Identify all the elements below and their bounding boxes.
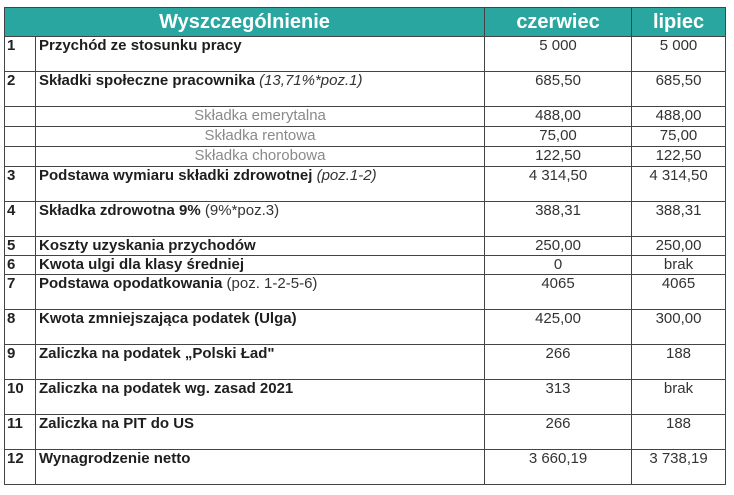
value-july: 4 314,50: [632, 167, 726, 202]
value-july: 300,00: [632, 310, 726, 345]
value-july: 122,50: [632, 147, 726, 167]
table-subrow: [5, 127, 726, 147]
header-cell-label: Wyszczególnienie: [5, 8, 485, 37]
value-july: 250,00: [632, 237, 726, 256]
row-number: [5, 147, 36, 167]
row-number: 10: [5, 380, 36, 415]
header-cell-june: czerwiec: [485, 8, 632, 37]
value-june: 4065: [485, 275, 632, 310]
row-note: (13,71%*poz.1): [259, 72, 363, 89]
value-july: brak: [632, 380, 726, 415]
value-june: 4 314,50: [485, 167, 632, 202]
value-june: 266: [485, 345, 632, 380]
value-july: 388,31: [632, 202, 726, 237]
table-row: [5, 202, 726, 237]
subrow-label: Składka rentowa: [36, 127, 485, 147]
value-june: 425,00: [485, 310, 632, 345]
row-label: Koszty uzyskania przychodów: [36, 237, 485, 256]
value-june: 266: [485, 415, 632, 450]
row-label: Wynagrodzenie netto: [36, 450, 485, 485]
row-note: (9%*poz.3): [204, 202, 280, 219]
table-row: [5, 37, 726, 72]
row-number: 7: [5, 275, 36, 310]
row-label: Podstawa wymiaru składki zdrowotnej (poz.1-2): [36, 167, 485, 202]
row-number: 2: [5, 72, 36, 107]
table-row: [5, 256, 726, 275]
subrow-label: Składka emerytalna: [36, 107, 485, 127]
table-subrow: [5, 147, 726, 167]
row-number: 4: [5, 202, 36, 237]
row-number: 5: [5, 237, 36, 256]
value-july: 488,00: [632, 107, 726, 127]
row-label: Zaliczka na podatek wg. zasad 2021: [36, 380, 485, 415]
table-row: [5, 380, 726, 415]
table-row: [5, 345, 726, 380]
row-number: 9: [5, 345, 36, 380]
value-july: 5 000: [632, 37, 726, 72]
value-july: 4065: [632, 275, 726, 310]
row-label: Składki społeczne pracownika (13,71%*poz.1): [36, 72, 485, 107]
value-june: 250,00: [485, 237, 632, 256]
table-row: [5, 72, 726, 107]
row-number: 8: [5, 310, 36, 345]
value-june: 122,50: [485, 147, 632, 167]
value-july: 188: [632, 345, 726, 380]
table-subrow: [5, 107, 726, 127]
value-june: 488,00: [485, 107, 632, 127]
row-number: 6: [5, 256, 36, 275]
row-number: [5, 107, 36, 127]
payroll-comparison-table: [4, 7, 726, 485]
row-number: 1: [5, 37, 36, 72]
row-note: (poz. 1-2-5-6): [226, 275, 318, 292]
table-row: [5, 237, 726, 256]
value-june: 388,31: [485, 202, 632, 237]
row-label: Kwota zmniejszająca podatek (Ulga): [36, 310, 485, 345]
row-label: Składka zdrowotna 9% (9%*poz.3): [36, 202, 485, 237]
row-number: 12: [5, 450, 36, 485]
row-number: 11: [5, 415, 36, 450]
row-label: Zaliczka na podatek „Polski Ład": [36, 345, 485, 380]
value-july: 75,00: [632, 127, 726, 147]
row-number: 3: [5, 167, 36, 202]
table-row: [5, 275, 726, 310]
value-june: 685,50: [485, 72, 632, 107]
value-june: 5 000: [485, 37, 632, 72]
table-row: [5, 310, 726, 345]
subrow-label: Składka chorobowa: [36, 147, 485, 167]
table-header-row: [5, 8, 726, 37]
row-label: Zaliczka na PIT do US: [36, 415, 485, 450]
row-label: Kwota ulgi dla klasy średniej: [36, 256, 485, 275]
value-june: 3 660,19: [485, 450, 632, 485]
row-label: Przychód ze stosunku pracy: [36, 37, 485, 72]
table-row: [5, 167, 726, 202]
table-row: [5, 450, 726, 485]
row-number: [5, 127, 36, 147]
value-june: 75,00: [485, 127, 632, 147]
value-june: 313: [485, 380, 632, 415]
value-july: 685,50: [632, 72, 726, 107]
value-june: 0: [485, 256, 632, 275]
header-cell-july: lipiec: [632, 8, 726, 37]
row-note: (poz.1-2): [316, 167, 377, 184]
value-july: 188: [632, 415, 726, 450]
value-july: 3 738,19: [632, 450, 726, 485]
table-row: [5, 415, 726, 450]
row-label: Podstawa opodatkowania (poz. 1-2-5-6): [36, 275, 485, 310]
value-july: brak: [632, 256, 726, 275]
